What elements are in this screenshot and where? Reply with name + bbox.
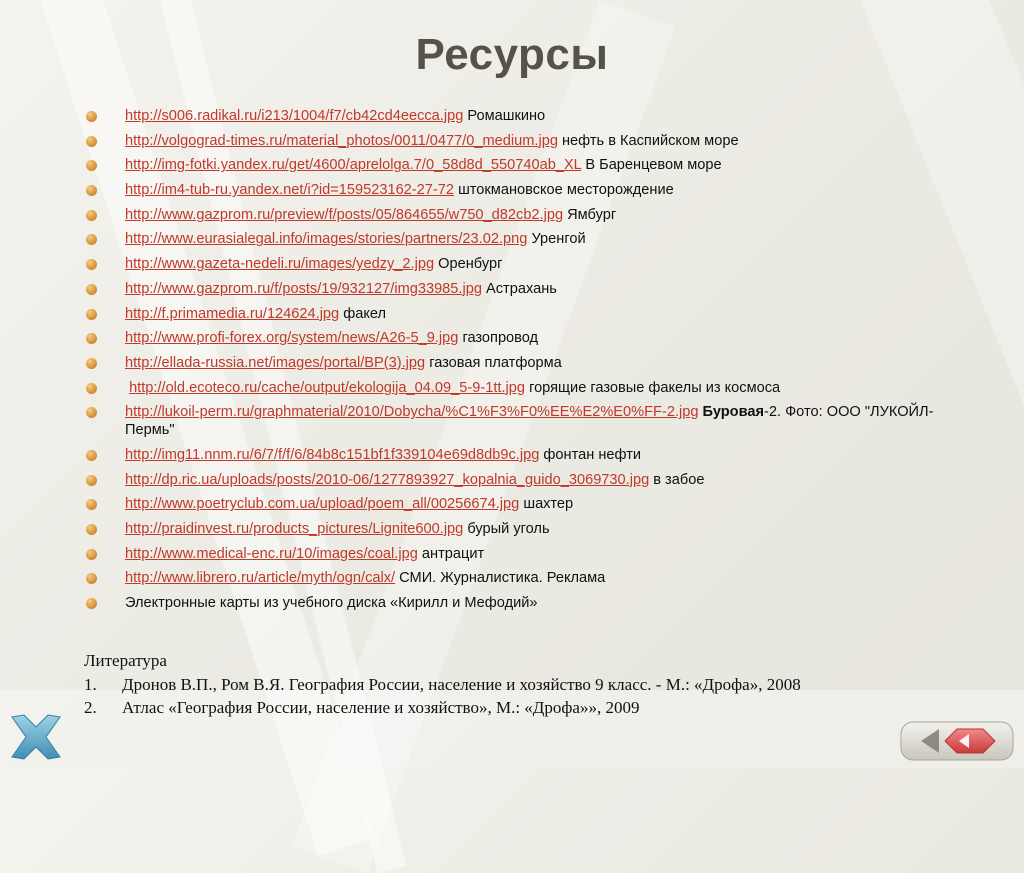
literature-number: 1. <box>84 674 97 694</box>
literature-item <box>84 696 801 720</box>
resource-item <box>84 379 944 397</box>
bullet-icon <box>86 358 97 369</box>
resource-link[interactable]: http://www.eurasialegal.info/images/stories/partners/23.02.png <box>125 231 528 248</box>
resource-description: -2. Фото: ООО "ЛУКОЙЛ-Пермь" <box>125 404 934 439</box>
next-button[interactable] <box>899 720 1015 762</box>
resource-item <box>84 329 944 347</box>
resource-description: нефть в Каспийском море <box>562 132 739 149</box>
bullet-icon <box>86 573 97 584</box>
resource-description: Электронные карты из учебного диска «Кирилл и Мефодий» <box>125 595 538 612</box>
resource-link[interactable]: http://img-fotki.yandex.ru/get/4600/aprelolga.7/0_58d8d_550740ab_XL <box>125 157 582 174</box>
resource-link[interactable]: http://www.librero.ru/article/myth/ogn/calx/ <box>125 570 396 587</box>
literature-item <box>84 673 801 697</box>
bullet-icon <box>86 210 97 221</box>
resource-link[interactable]: http://praidinvest.ru/products_pictures/Lignite600.jpg <box>125 521 464 537</box>
resource-description: СМИ. Журналистика. Реклама <box>399 570 606 587</box>
literature-heading: Литература <box>84 651 167 670</box>
resource-description: Оренбург <box>438 256 503 273</box>
resource-description: горящие газовые факелы из космоса <box>529 379 781 396</box>
resource-link[interactable]: http://www.profi-forex.org/system/news/A26-5_9.jpg <box>125 330 459 347</box>
page-title: Ресурсы <box>415 30 609 79</box>
resource-link[interactable]: http://lukoil-perm.ru/graphmaterial/2010/Dobycha/%C1%F3%F0%EE%E2%E0%FF-2.jpg <box>125 404 699 421</box>
resource-item <box>84 594 944 612</box>
bullet-icon <box>86 450 97 461</box>
bullet-icon <box>86 259 97 270</box>
resource-link[interactable]: http://im4-tub-ru.yandex.net/i?id=159523162-27-72 <box>125 182 454 199</box>
bullet-icon <box>86 234 97 245</box>
next-arrow-icon <box>899 720 1015 762</box>
resource-description: Уренгой <box>531 231 586 248</box>
resource-description: штокмановское месторождение <box>458 182 674 199</box>
resource-link[interactable]: http://www.gazeta-nedeli.ru/images/yedzy_2.jpg <box>125 256 435 273</box>
resource-link[interactable]: http://www.gazprom.ru/preview/f/posts/05/864655/w750_d82cb2.jpg <box>125 206 564 223</box>
bullet-icon <box>86 284 97 295</box>
bullet-icon <box>86 111 97 122</box>
resource-item <box>84 495 944 513</box>
resource-link[interactable]: http://old.ecoteco.ru/cache/output/ekologija_04.09_5-9-1tt.jpg <box>129 379 525 396</box>
resource-link[interactable]: http://s006.radikal.ru/i213/1004/f7/cb42cd4eecca.jpg <box>125 108 464 124</box>
resource-description: газовая платформа <box>429 354 562 371</box>
bullet-icon <box>86 185 97 196</box>
resource-link[interactable]: http://f.primamedia.ru/124624.jpg <box>125 305 340 322</box>
resource-item <box>84 230 944 248</box>
close-button[interactable] <box>4 711 68 763</box>
resource-description: Астрахань <box>486 280 557 297</box>
resource-link[interactable]: http://www.poetryclub.com.ua/upload/poem_all/00256674.jpg <box>125 496 520 513</box>
resource-description: бурый уголь <box>467 521 550 537</box>
resource-link[interactable]: http://dp.ric.ua/uploads/posts/2010-06/1277893927_kopalnia_guido_3069730.jpg <box>125 471 650 488</box>
bullet-icon <box>86 136 97 147</box>
resource-link[interactable]: http://volgograd-times.ru/material_photos/0011/0477/0_medium.jpg <box>125 132 558 149</box>
bullet-icon <box>86 499 97 510</box>
resource-item <box>84 446 944 464</box>
resource-item <box>84 206 944 224</box>
bullet-icon <box>86 475 97 486</box>
resource-description: фонтан нефти <box>543 446 642 463</box>
bullet-icon <box>86 383 97 394</box>
bullet-icon <box>86 309 97 320</box>
bullet-icon <box>86 524 97 535</box>
resource-item <box>84 520 944 538</box>
resource-item <box>84 569 944 587</box>
literature-text: Атлас «География России, население и хозяйство», М.: «Дрофа»», 2009 <box>122 698 640 717</box>
resource-item <box>84 354 944 372</box>
resource-description: факел <box>343 305 387 322</box>
resource-item <box>84 305 944 323</box>
resource-link[interactable]: http://www.gazprom.ru/f/posts/19/932127/img33985.jpg <box>125 280 482 297</box>
resource-item <box>84 132 944 150</box>
resource-description: газопровод <box>462 330 539 347</box>
resource-item <box>84 181 944 199</box>
resource-description: Ямбург <box>567 206 617 223</box>
resource-description: В Баренцевом море <box>585 157 722 174</box>
resource-description: Ромашкино <box>467 108 546 124</box>
bullet-icon <box>86 160 97 171</box>
resource-description: шахтер <box>523 496 574 513</box>
resource-item <box>84 255 944 273</box>
resource-item <box>84 545 944 563</box>
literature-number: 2. <box>84 698 97 717</box>
resource-item <box>84 471 944 489</box>
resource-item <box>84 280 944 298</box>
resource-link[interactable]: http://ellada-russia.net/images/portal/BP(3).jpg <box>125 354 426 371</box>
resource-description: антрацит <box>421 545 485 562</box>
close-x-icon <box>4 711 68 763</box>
resource-link[interactable]: http://img11.nnm.ru/6/7/f/f/6/84b8c151bf1f339104e69d8db9c.jpg <box>125 446 540 463</box>
bullet-icon <box>86 407 97 418</box>
resource-item <box>84 156 944 174</box>
resource-description: в забое <box>653 471 705 488</box>
resource-description-bold: Буровая <box>702 404 764 421</box>
bullet-icon <box>86 333 97 344</box>
resource-item <box>84 107 944 125</box>
resource-link[interactable]: http://www.medical-enc.ru/10/images/coal.jpg <box>125 545 418 562</box>
resource-list <box>84 107 944 619</box>
literature-section <box>84 649 801 720</box>
resource-item <box>84 403 944 439</box>
bullet-icon <box>86 598 97 609</box>
literature-text: Дронов В.П., Ром В.Я. География России, население и хозяйство 9 класс. - М.: «Дрофа», 2008 <box>122 674 801 694</box>
bullet-icon <box>86 549 97 560</box>
